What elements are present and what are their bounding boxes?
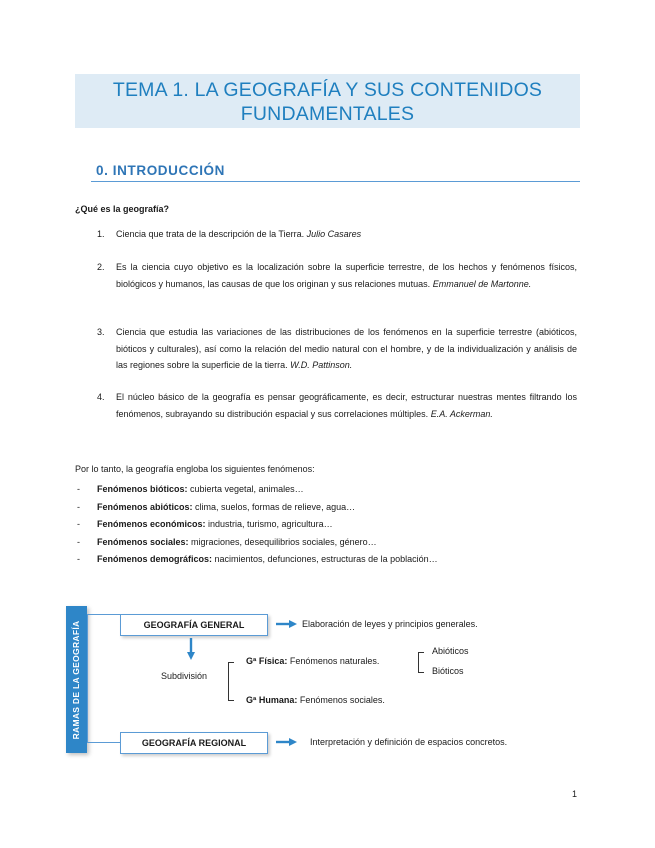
definition-number: 2. — [97, 262, 105, 272]
biotic-bracket — [418, 652, 424, 673]
branches-side-label: RAMAS DE LA GEOGRAFÍA — [71, 620, 81, 740]
definition-item-3 — [97, 324, 577, 374]
title-box — [75, 74, 580, 128]
list-item: - Fenómenos sociales: migraciones, desequilibrios sociales, género… — [77, 536, 377, 547]
arrow-right-icon — [276, 619, 298, 629]
definition-item-2 — [97, 259, 577, 292]
definition-author: E.A. Ackerman. — [430, 408, 493, 419]
definition-item-4 — [97, 389, 577, 422]
page-number: 1 — [572, 789, 578, 799]
list-item: - Fenómenos económicos: industria, turismo, agricultura… — [77, 519, 333, 530]
title-line-2: FUNDAMENTALES — [240, 103, 415, 125]
question-heading: ¿Qué es la geografía? — [75, 204, 170, 214]
diagram-connector — [87, 742, 120, 743]
section-heading — [91, 161, 580, 182]
human-geography: Gª Humana: Fenómenos sociales. — [246, 695, 385, 705]
title-line-1: TEMA 1. LA GEOGRAFÍA Y SUS CONTENIDOS — [112, 79, 543, 101]
regional-geography-box: GEOGRAFÍA REGIONAL — [120, 732, 268, 754]
definition-author: W.D. Pattinson. — [290, 360, 353, 370]
phenomena-list — [75, 481, 438, 569]
definition-number: 3. — [97, 327, 105, 337]
definition-author: Emmanuel de Martonne. — [432, 278, 532, 289]
regional-description: Interpretación y definición de espacios concretos. — [310, 737, 508, 747]
general-geography-box: GEOGRAFÍA GENERAL — [120, 614, 268, 636]
diagram-connector — [87, 614, 120, 615]
arrow-right-icon — [276, 737, 298, 747]
list-item: - Fenómenos demográficos: nacimientos, defunciones, estructuras de la población… — [77, 554, 438, 565]
biotic-label: Bióticos — [432, 666, 464, 676]
definition-number: 1. — [97, 229, 105, 239]
section-heading-text: 0. INTRODUCCIÓN — [96, 163, 226, 178]
subdivision-label: Subdivisión — [161, 671, 208, 681]
diagram-connector — [87, 614, 88, 742]
definition-text: El núcleo básico de la geografía es pensar geográficamente, es decir, estructurar nuestras mentes filtrando los fenómenos, subrayando su distribución espacial y sus correlaciones múltiples. — [116, 392, 577, 419]
abiotic-label: Abióticos — [432, 646, 469, 656]
definition-text: Ciencia que trata de la descripción de la Tierra. — [116, 229, 305, 239]
definition-text: Ciencia que estudia las variaciones de las distribuciones de los fenómenos en la superficie terrestre (abióticos, bióticos y culturales), así como la relación del medio natural con el hombre, y de la individualización y análisis de las regiones sobre la superficie de la tierra. — [116, 327, 577, 370]
definition-text: Es la ciencia cuyo objetivo es la localización sobre la superficie terrestre, de los hechos y fenómenos físicos, biológicos y humanos, las causas de que los originan y sus relaciones mutuas. — [116, 262, 577, 289]
definition-author: Julio Casares — [306, 229, 362, 239]
phenomena-intro: Por lo tanto, la geografía engloba los siguientes fenómenos: — [75, 464, 315, 474]
definition-item-1 — [97, 226, 577, 243]
list-item: - Fenómenos bióticos: cubierta vegetal, animales… — [77, 484, 304, 494]
subdivision-bracket — [228, 662, 234, 701]
arrow-down-icon — [186, 638, 196, 662]
definition-number: 4. — [97, 392, 105, 402]
page-title — [75, 74, 580, 126]
general-description: Elaboración de leyes y principios generales. — [302, 619, 478, 629]
list-item: - Fenómenos abióticos: clima, suelos, formas de relieve, agua… — [77, 501, 356, 512]
physical-geography: Gª Física: Fenómenos naturales. — [246, 656, 380, 666]
